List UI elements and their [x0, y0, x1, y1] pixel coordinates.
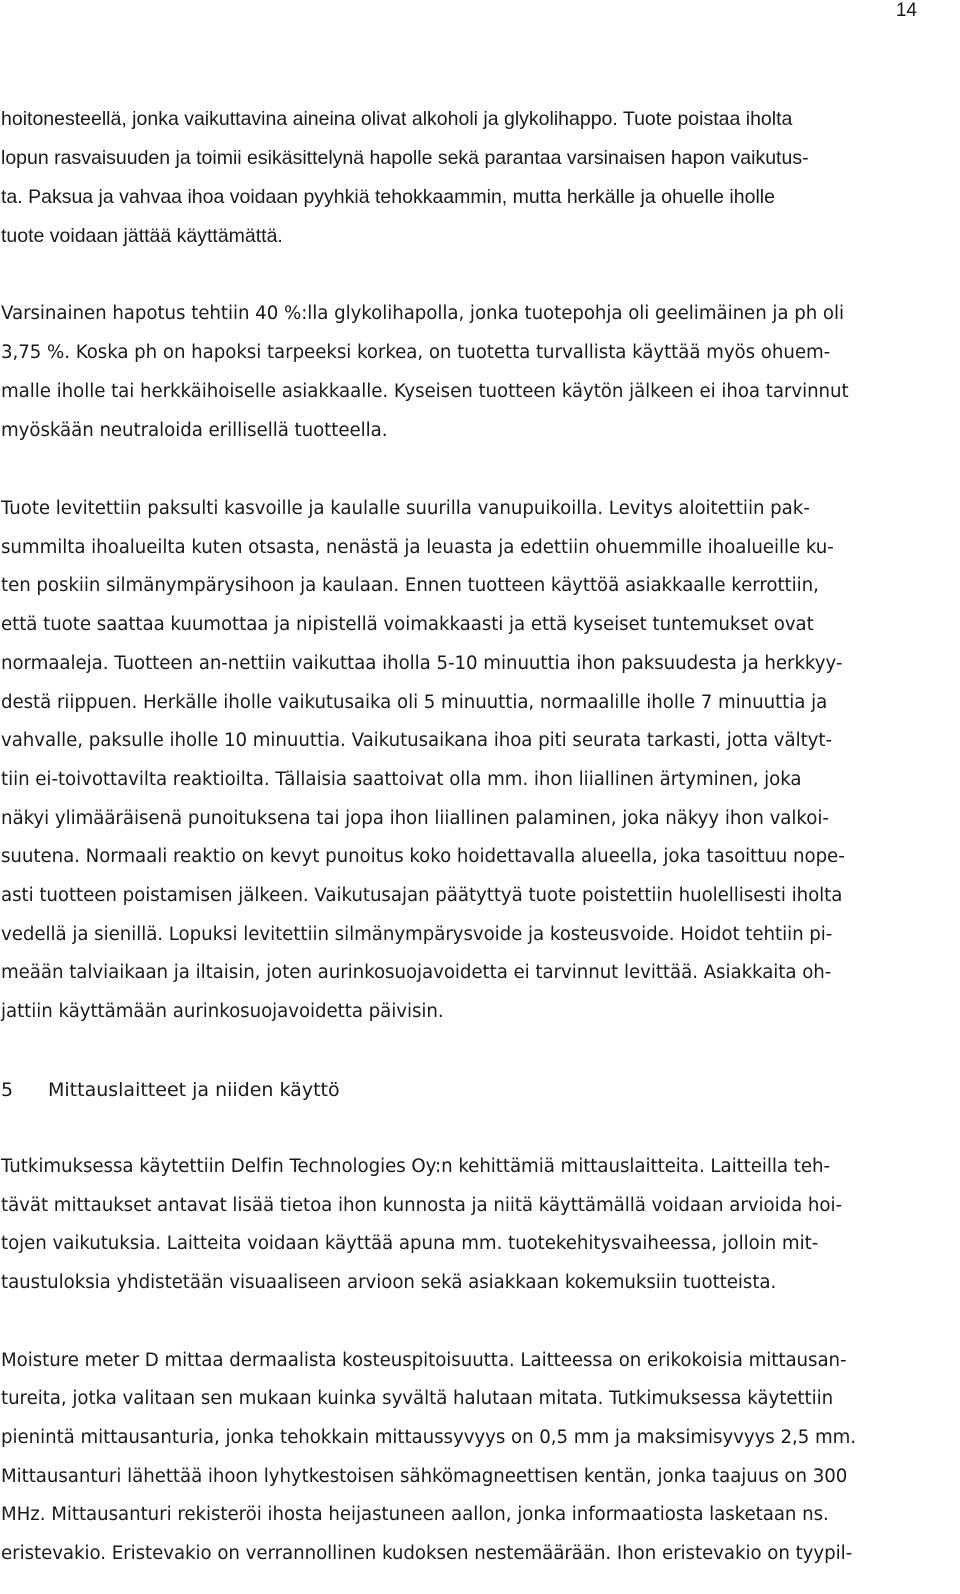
text-line: hoitonesteellä, jonka vaikuttavina aineina olivat alkoholi ja glykolihappo. Tuote poistaa iholta: [1, 108, 793, 130]
section-heading: [1, 1079, 340, 1101]
text-line: Tuote levitettiin paksulti kasvoille ja kaulalle suurilla vanupuikoilla. Levitys aloitettiin pak-: [1, 498, 810, 519]
text-line: tojen vaikutuksia. Laitteita voidaan käyttää apuna mm. tuotekehitysvaiheessa, jolloin mit-: [1, 1233, 819, 1254]
text-line: asti tuotteen poistamisen jälkeen. Vaikutusajan päätyttyä tuote poistettiin huolellisesti iholta: [1, 885, 843, 906]
text-line: meään talviaikaan ja iltaisin, joten aurinkosuojavoidetta ei tarvinnut levittää. Asiakkaita oh-: [1, 962, 832, 983]
text-line: Moisture meter D mittaa dermaalista kosteuspitoisuutta. Laitteessa on erikokoisia mittausan-: [1, 1350, 847, 1371]
text-line: suutena. Normaali reaktio on kevyt punoitus koko hoidettavalla alueella, joka tasoittuu nope-: [1, 846, 845, 867]
text-line: näkyi ylimääräisenä punoituksena tai jopa ihon liiallinen palaminen, joka näkyy ihon valkoi-: [1, 808, 829, 829]
text-line: MHz. Mittausanturi rekisteröi ihosta heijastuneen aallon, jonka informaatiosta lasketaan ns.: [1, 1504, 829, 1525]
text-line: taustuloksia yhdistetään visuaaliseen arvioon sekä asiakkaan kokemuksiin tuotteista.: [1, 1272, 777, 1293]
page-number: 14: [895, 0, 917, 21]
text-line: Tutkimuksessa käytettiin Delfin Technologies Oy:n kehittämiä mittauslaitteita. Laitteilla teh-: [1, 1156, 830, 1177]
text-line: Mittausanturi lähettää ihoon lyhytkestoisen sähkömagneettisen kentän, jonka taajuus on 300: [1, 1466, 848, 1487]
text-line: että tuote saattaa kuumottaa ja nipistellä voimakkaasti ja että kyseiset tuntemukset ovat: [1, 614, 814, 635]
text-line: tuote voidaan jättää käyttämättä.: [1, 225, 283, 247]
text-line: pienintä mittausanturia, jonka tehokkain mittaussyvyys on 0,5 mm ja maksimisyvyys 2,5 mm.: [1, 1427, 857, 1448]
text-line: tureita, jotka valitaan sen mukaan kuinka syvältä halutaan mitata. Tutkimuksessa käytettiin: [1, 1388, 834, 1409]
text-line: jattiin käyttämään aurinkosuojavoidetta päivisin.: [1, 1001, 444, 1022]
text-line: vedellä ja sienillä. Lopuksi levitettiin silmänympärysvoide ja kosteusvoide. Hoidot tehtiin pi-: [1, 924, 833, 945]
text-line: tävät mittaukset antavat lisää tietoa ihon kunnosta ja niitä käyttämällä voidaan arvioida hoi-: [1, 1195, 842, 1216]
text-line: tiin ei-toivottavilta reaktioilta. Tällaisia saattoivat olla mm. ihon liiallinen ärtyminen, joka: [1, 769, 802, 790]
text-line: vahvalle, paksulle iholle 10 minuuttia. Vaikutusaikana ihoa piti seurata tarkasti, jotta vältyt-: [1, 730, 832, 751]
section-title: Mittauslaitteet ja niiden käyttö: [48, 1079, 340, 1101]
text-line: destä riippuen. Herkälle iholle vaikutusaika oli 5 minuuttia, normaalille iholle 7 minuuttia ja: [1, 692, 828, 713]
text-line: myöskään neutraloida erillisellä tuotteella.: [1, 420, 388, 441]
text-line: 3,75 %. Koska ph on hapoksi tarpeeksi korkea, on tuotetta turvallista käyttää myös ohuem-: [1, 342, 831, 363]
text-line: ten poskiin silmänympärysihoon ja kaulaan. Ennen tuotteen käyttöä asiakkaalle kerrottiin,: [1, 575, 819, 596]
text-line: Varsinainen hapotus tehtiin 40 %:lla glykolihapolla, jonka tuotepohja oli geelimäinen ja ph oli: [1, 303, 845, 324]
text-line: ta. Paksua ja vahvaa ihoa voidaan pyyhkiä tehokkaammin, mutta herkälle ja ohuelle iholle: [1, 186, 775, 208]
section-number: 5: [1, 1079, 14, 1101]
text-line: eristevakio. Eristevakio on verrannollinen kudoksen nestemäärään. Ihon eristevakio on tyypil-: [1, 1543, 853, 1564]
text-line: malle iholle tai herkkäihoiselle asiakkaalle. Kyseisen tuotteen käytön jälkeen ei ihoa tarvinnut: [1, 381, 849, 402]
text-line: summilta ihoalueilta kuten otsasta, nenästä ja leuasta ja edettiin ohuemmille ihoalueille ku-: [1, 537, 834, 558]
text-line: normaaleja. Tuotteen an-nettiin vaikuttaa iholla 5-10 minuuttia ihon paksuudesta ja herkkyy-: [1, 653, 843, 674]
text-line: lopun rasvaisuuden ja toimii esikäsittelynä hapolle sekä parantaa varsinaisen hapon vaikutus-: [1, 147, 809, 169]
